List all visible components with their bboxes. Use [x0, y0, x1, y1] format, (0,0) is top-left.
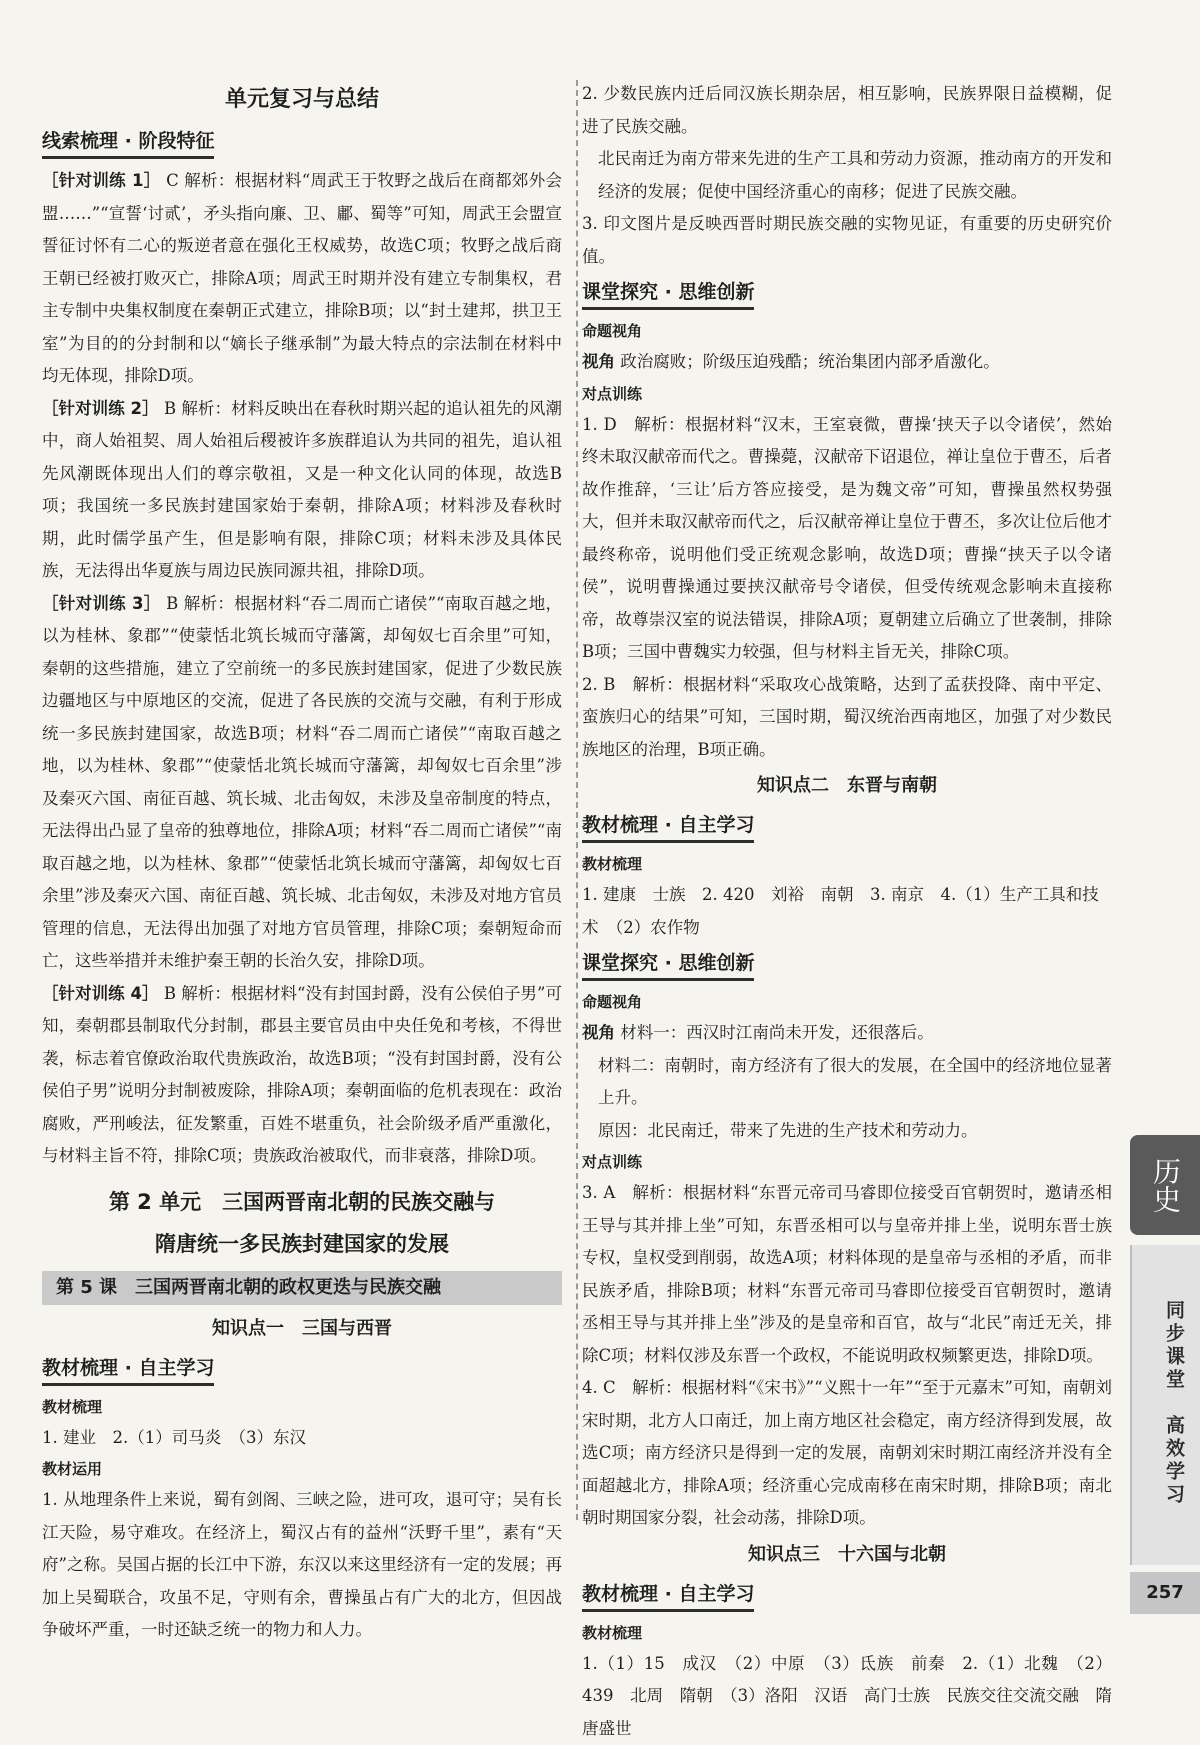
unit-title-line-2: 隋唐统一多民族封建国家的发展 — [42, 1223, 562, 1265]
series-label: 同步课堂 高效学习 — [1161, 1300, 1188, 1507]
section-heading-textbook-2: 教材梳理 · 自主学习 — [582, 810, 754, 843]
section-heading-explore-2: 课堂探究 · 思维创新 — [582, 948, 754, 981]
section-heading-textbook-3: 教材梳理 · 自主学习 — [582, 1579, 754, 1612]
training-3: ［针对训练 3］ B 解析：根据材料“吞二周而亡诸侯”“南取百越之地，以为桂林、象郡”“使蒙恬北筑长城而守藩篱，却匈奴七百余里”可知，秦朝的这些措施，建立了空前统一的多民族封建国家，促进了少数民族边疆地区与中原地区的交流，促进了各民族的交流与交融，有利于形成统一多民族封建国家，故选B项；材料“吞二周而亡诸侯”“南取百越之地，以为桂林、象郡”“使蒙恬北筑长城而守藩篱，却匈奴七百余里”涉及秦灭六国、南征百越、筑长城、北击匈奴，未涉及皇帝制度的特点，无法得出凸显了皇帝的独尊地位，排除A项；材料“吞二周而亡诸侯”“南取百越之地，以为桂林、象郡”“使蒙恬北筑长城而守藩篱，却匈奴七百余里”涉及秦灭六国、南征百越、筑长城、北击匈奴，未涉及对地方官员管理的信息，无法得出加强了对地方官员管理，排除C项；秦朝短命而亡，这些举措并未维护秦王朝的长治久安，排除D项。 — [42, 588, 562, 978]
subheading-practice-1: 对点训练 — [582, 379, 1112, 409]
perspective-1: 视角 政治腐败；阶级压迫残酷；统治集团内部矛盾激化。 — [582, 346, 1112, 379]
perspective-2c: 原因：北民南迁，带来了先进的生产技术和劳动力。 — [582, 1115, 1112, 1148]
page-number: 257 — [1130, 1572, 1200, 1614]
training-1: ［针对训练 1］ C 解析：根据材料“周武王于牧野之战后在商都郊外会盟……”“宣誓‘讨贰’，矛头指向廉、卫、鄘、蜀等”可知，周武王会盟宣誓征讨怀有二心的叛逆者意在强化王权威势，故选C项；牧野之战后商王朝已经被打败灭亡，排除A项；周武王时期并没有建立专制集权，君主专制中央集权制度在秦朝正式建立，排除B项；以“封土建邦，拱卫王室”为目的的分封制和以“嫡长子继承制”为最大特点的宗法制在材料中均无体现，排除D项。 — [42, 165, 562, 393]
left-column — [42, 78, 562, 1647]
subject-tab: 历史 — [1130, 1135, 1200, 1235]
perspective-2: 视角 材料一：西汉时江南尚未开发，还很落后。 — [582, 1017, 1112, 1050]
right-column — [582, 78, 1112, 1745]
subheading-yunyong: 教材运用 — [42, 1454, 562, 1484]
practice-q3: 3. A 解析：根据材料“东晋元帝司马睿即位接受百官朝贺时，邀请丞相王导与其并排上坐”可知，东晋丞相可以与皇帝并排上坐，说明东晋士族专权，皇权受到削弱，故选A项；材料体现的是皇帝与丞相的矛盾，而非民族矛盾，排除B项；材料“东晋元帝司马睿即位接受百官朝贺时，邀请丞相王导与其并排上坐”涉及的是皇帝和百官，故与“北民”南迁无关，排除C项；材料仅涉及东晋一个政权，不能说明政权频繁更迭，排除D项。 — [582, 1177, 1112, 1372]
practice-q2: 2. B 解析：根据材料“采取攻心战策略，达到了孟获投降、南中平定、蛮族归心的结果”可知，三国时期，蜀汉统治西南地区，加强了对少数民族地区的治理，B项正确。 — [582, 669, 1112, 767]
column-divider — [576, 80, 578, 1520]
section-heading-textbook: 教材梳理 · 自主学习 — [42, 1353, 214, 1386]
review-title: 单元复习与总结 — [42, 78, 562, 122]
training-2: ［针对训练 2］ B 解析：材料反映出在春秋时期兴起的追认祖先的风潮中，商人始祖契、周人始祖后稷被许多族群追认为共同的祖先，追认祖先风潮既体现出人们的尊宗敬祖，又是一种文化认同的体现，故选B项；我国统一多民族封建国家始于秦朝，排除A项；材料涉及春秋时期，此时儒学虽产生，但是影响有限，排除C项；材料未涉及具体民族，无法得出华夏族与周边民族同源共祖，排除D项。 — [42, 393, 562, 588]
section-heading-clues: 线索梳理 · 阶段特征 — [42, 126, 214, 159]
knowledge-point-3-title: 知识点三 十六国与北朝 — [582, 1535, 1112, 1575]
perspective-2b: 材料二：南朝时，南方经济有了很大的发展，在全国中的经济地位显著上升。 — [582, 1050, 1112, 1115]
answer-2: 2. 少数民族内迁后同汉族长期杂居，相互影响，民族界限日益模糊，促进了民族交融。 — [582, 78, 1112, 143]
lesson-title: 第 5 课 三国两晋南北朝的政权更迭与民族交融 — [42, 1271, 562, 1305]
training-4: ［针对训练 4］ B 解析：根据材料“没有封国封爵，没有公侯伯子男”可知，秦朝郡县制取代分封制，郡县主要官员由中央任免和考核，不得世袭，标志着官僚政治取代贵族政治，故选B项；“没有封国封爵，没有公侯伯子男”说明分封制被废除，排除A项；秦朝面临的危机表现在：政治腐败，严刑峻法，征发繁重，百姓不堪重负，社会阶级矛盾严重激化，与材料主旨不符，排除C项；贵族政治被取代，而非衰落，排除D项。 — [42, 978, 562, 1173]
answer-3: 3. 印文图片是反映西晋时期民族交融的实物见证，有重要的历史研究价值。 — [582, 208, 1112, 273]
section-heading-explore-1: 课堂探究 · 思维创新 — [582, 277, 754, 310]
yunyong-answer: 1. 从地理条件上来说，蜀有剑阁、三峡之险，进可攻，退可守；吴有长江天险，易守难攻。在经济上，蜀汉占有的益州“沃野千里”，素有“天府”之称。吴国占据的长江中下游，东汉以来这里经济有一定的发展；再加上吴蜀联合，攻虽不足，守则有余，曹操虽占有广大的北方，但因战争破坏严重，一时还缺乏统一的物力和人力。 — [42, 1484, 562, 1647]
subheading-perspective-2: 命题视角 — [582, 987, 1112, 1017]
subheading-shuli: 教材梳理 — [42, 1392, 562, 1422]
subheading-practice-2: 对点训练 — [582, 1147, 1112, 1177]
knowledge-point-1-title: 知识点一 三国与西晋 — [42, 1309, 562, 1349]
answer-2b: 北民南迁为南方带来先进的生产工具和劳动力资源，推动南方的开发和经济的发展；促使中国经济重心的南移；促进了民族交融。 — [582, 143, 1112, 208]
practice-q1: 1. D 解析：根据材料“汉末，王室衰微，曹操‘挟天子以令诸侯’，然始终未取汉献帝而代之。曹操薨，汉献帝下诏退位，禅让皇位于曹丕，后者故作推辞，‘三让’后方答应接受，是为魏文帝”可知，曹操虽然权势强大，但并未取汉献帝而代之，后汉献帝禅让皇位于曹丕，多次让位后他才最终称帝，说明他们受正统观念影响，故选D项；曹操“挟天子以令诸侯”，说明曹操通过要挟汉献帝号令诸侯，但受传统观念影响未直接称帝，故尊崇汉室的说法错误，排除A项；夏朝建立后确立了世袭制，排除B项；三国中曹魏实力较强，但与材料主旨无关，排除C项。 — [582, 409, 1112, 669]
unit-title-line-1: 第 2 单元 三国两晋南北朝的民族交融与 — [42, 1181, 562, 1223]
practice-q4: 4. C 解析：根据材料“《宋书》”“义熙十一年”“至于元嘉末”可知，南朝刘宋时期，北方人口南迁，加上南方地区社会稳定，南方经济得到发展，故选C项；南方经济只是得到一定的发展，南朝刘宋时期江南经济并没有全面超越北方，排除A项；经济重心完成南移在南宋时期，排除B项；南北朝时期国家分裂，社会动荡，排除D项。 — [582, 1372, 1112, 1535]
shuli-3-answers: 1.（1）15 成汉 （2）中原 （3）氐族 前秦 2.（1）北魏 （2）439 北周 隋朝 （3）洛阳 汉语 高门士族 民族交往交流交融 隋唐盛世 — [582, 1648, 1112, 1745]
subheading-shuli-3: 教材梳理 — [582, 1618, 1112, 1648]
shuli-2-answers: 1. 建康 士族 2. 420 刘裕 南朝 3. 南京 4.（1）生产工具和技术 （2）农作物 — [582, 879, 1112, 944]
subheading-perspective-1: 命题视角 — [582, 316, 1112, 346]
shuli-answers: 1. 建业 2.（1）司马炎 （3）东汉 — [42, 1422, 562, 1455]
subheading-shuli-2: 教材梳理 — [582, 849, 1112, 879]
knowledge-point-2-title: 知识点二 东晋与南朝 — [582, 766, 1112, 806]
